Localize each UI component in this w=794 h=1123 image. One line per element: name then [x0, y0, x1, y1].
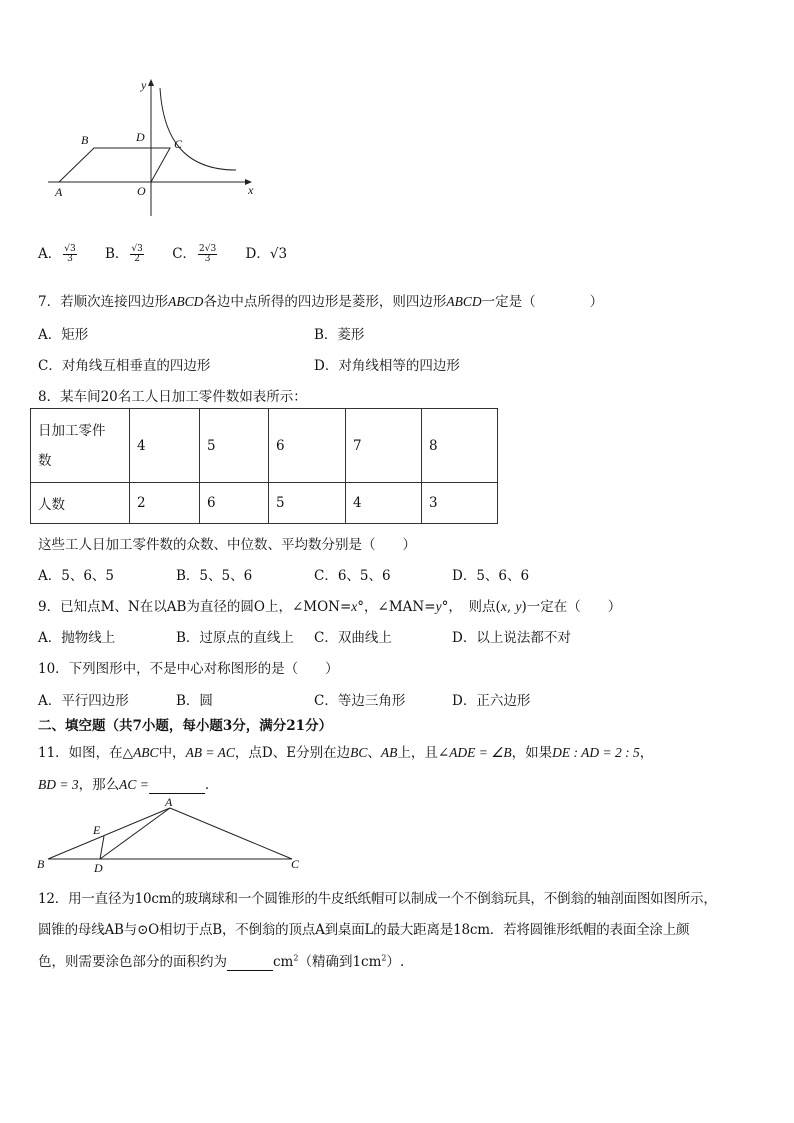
side-ac [170, 808, 292, 859]
fraction: $\frac{√3}{3}$ [64, 244, 76, 264]
q7-option-d[interactable]: D．对角线相等的四边形 [314, 358, 460, 374]
answer-blank[interactable] [149, 777, 205, 794]
table-header-cell: 日加工零件 数 [31, 409, 130, 483]
option-letter: B． [105, 246, 129, 262]
table-cell: 4 [130, 409, 200, 483]
label-a: A [165, 797, 173, 809]
q6-coordinate-figure [40, 76, 270, 222]
label-o: O [137, 184, 146, 198]
q9-option-c[interactable]: C．双曲线上 [314, 630, 392, 646]
table-cell: 5 [269, 483, 346, 524]
table-row [31, 409, 498, 483]
q7-option-a[interactable]: A．矩形 [38, 327, 89, 343]
label-c: C [174, 137, 183, 151]
option-letter: C． [172, 246, 197, 262]
q8-option-d[interactable]: D．5、6、6 [452, 568, 530, 584]
q10-option-d[interactable]: D．正六边形 [452, 693, 531, 709]
hyperbola-curve [160, 88, 236, 170]
q11-triangle-figure [34, 797, 310, 873]
table-cell: 3 [422, 483, 498, 524]
q9-option-b[interactable]: B．过原点的直线上 [176, 630, 294, 646]
q8-stem: 8．某车间20名工人日加工零件数如表所示： [38, 389, 307, 405]
option-letter: D． [245, 246, 270, 262]
parallelogram-abcd [59, 148, 170, 182]
label-a: A [55, 185, 63, 199]
q6-option-d[interactable] [246, 246, 288, 262]
q7-option-c[interactable]: C．对角线互相垂直的四边形 [38, 358, 211, 374]
q9-stem: 9．已知点M、N在以AB为直径的圆O上，∠MON=x°，∠MAN=y°， 则点(x, y)一定在（ ） [38, 599, 622, 615]
label-d: D [94, 861, 103, 873]
table-header-cell: 人数 [31, 483, 130, 524]
q10-stem: 10．下列图形中，不是中心对称图形的是（ ） [38, 661, 339, 677]
label-c: C [291, 857, 300, 871]
table-row [31, 483, 498, 524]
answer-blank[interactable] [227, 954, 273, 971]
q6-option-c[interactable] [172, 246, 223, 262]
table-cell: 4 [346, 483, 422, 524]
segment-ad [100, 808, 170, 859]
y-axis-arrow-icon [148, 79, 154, 86]
q8-option-b[interactable]: B．5、5、6 [176, 568, 253, 584]
q7-option-b[interactable]: B．菱形 [314, 327, 365, 343]
segment-de [100, 836, 104, 859]
q12-line1: 12．用一直径为10cm的玻璃球和一个圆锥形的牛皮纸纸帽可以制成一个不倒翁玩具，不倒翁的轴剖面图如图所示， [38, 891, 717, 907]
option-value: √3 [269, 246, 288, 262]
q10-option-a[interactable]: A．平行四边形 [38, 693, 129, 709]
table-cell: 7 [346, 409, 422, 483]
table-cell: 6 [200, 483, 269, 524]
q7-stem: 7．若顺次连接四边形ABCD各边中点所得的四边形是菱形，则四边形ABCD一定是（ ） [38, 294, 604, 310]
q6-option-b[interactable] [105, 246, 150, 262]
label-d: D [136, 130, 145, 144]
table-cell: 5 [200, 409, 269, 483]
q8-table [30, 408, 498, 524]
table-cell: 6 [269, 409, 346, 483]
q9-option-a[interactable]: A．抛物线上 [38, 630, 116, 646]
side-ab [48, 808, 170, 859]
q8-question: 这些工人日加工零件数的众数、中位数、平均数分别是（ ） [38, 537, 416, 553]
q6-options [38, 242, 287, 264]
label-e: E [93, 823, 101, 837]
q10-option-c[interactable]: C．等边三角形 [314, 693, 406, 709]
q11-line1: 11．如图，在△ABC中，AB = AC，点D、E分别在边BC、AB上，且∠ADE = ∠B，如果DE : AD = 2 : 5， [38, 745, 654, 761]
q8-option-a[interactable]: A．5、6、5 [38, 568, 115, 584]
q11-line2: BD = 3，那么AC = ． [38, 777, 219, 793]
q9-option-d[interactable]: D．以上说法都不对 [452, 630, 571, 646]
q12-line3: 色，则需要涂色部分的面积约为 $cm^2$（精确到$1cm^2$）. [38, 953, 405, 970]
label-y: y [141, 78, 147, 92]
label-b: B [37, 857, 45, 871]
option-letter: A． [38, 246, 62, 262]
q10-option-b[interactable]: B．圆 [176, 693, 213, 709]
label-b: B [81, 133, 89, 147]
table-cell: 2 [130, 483, 200, 524]
fraction: $\frac{2√3}{3}$ [199, 244, 217, 264]
table-cell: 8 [422, 409, 498, 483]
fraction: $\frac{√3}{2}$ [131, 244, 143, 264]
section-heading: 二、填空题（共7小题，每小题3分，满分21分） [38, 718, 333, 734]
q12-line2: 圆锥的母线AB与⊙O相切于点B，不倒翁的顶点A到桌面L的最大距离是18cm．若将圆锥形纸帽的表面全涂上颜 [38, 922, 690, 938]
q8-option-c[interactable]: C．6、5、6 [314, 568, 391, 584]
q6-option-a[interactable] [38, 246, 83, 262]
label-x: x [248, 183, 254, 197]
